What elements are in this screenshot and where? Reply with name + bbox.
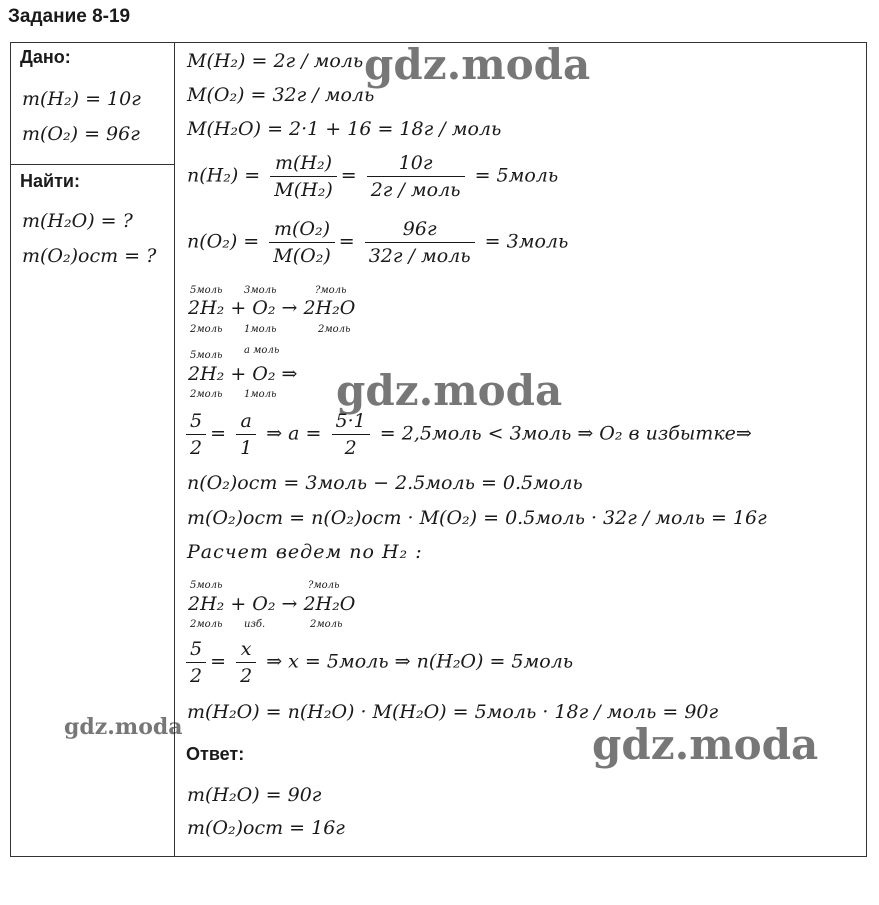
molar-mass-water: M(H₂O) = 2·1 + 16 = 18г / моль	[187, 118, 502, 140]
find-mass-water: m(H₂O) = ?	[22, 210, 133, 232]
moles-h2-values: $\frac{10г}{\text{2г / моль}}$	[367, 152, 465, 201]
water-mass: m(H₂O) = n(H₂O) · M(H₂O) = 5моль · 18г / моль = 90г	[187, 701, 719, 723]
r1-top-h2: 5моль	[190, 285, 223, 296]
reaction-1: 2H₂ + O₂ → 2H₂O	[188, 297, 356, 319]
moles-o2-result: = 3моль	[484, 230, 569, 253]
moles-h2-result: = 5моль	[474, 164, 559, 187]
excess-o2-mass: m(O₂)ост = n(O₂)ост · M(O₂) = 0.5моль · 32г / моль = 16г	[187, 507, 767, 529]
r1-bottom-o2: 1моль	[244, 324, 277, 335]
r3-bottom-water: 2моль	[310, 619, 343, 630]
given-mass-h2: m(H₂) = 10г	[22, 88, 141, 110]
r3-bottom-o2: изб.	[244, 619, 266, 630]
watermark-logo: gdz.moda	[592, 720, 819, 769]
moles-o2-values: $\frac{96г}{\text{32г / моль}}$	[365, 218, 475, 267]
find-heading: Найти:	[20, 171, 80, 191]
proportion-2: $\frac{5}{2}$ = $\frac{x}{2}$ ⇒ x = 5моль ⇒ n(H₂O) = 5моль	[182, 638, 573, 687]
r3-top-water: ?моль	[308, 580, 340, 591]
excess-o2-moles: n(O₂)ост = 3моль − 2.5моль = 0.5моль	[187, 472, 583, 494]
watermark-logo: gdz.moda	[336, 366, 563, 415]
answer-heading: Ответ:	[186, 744, 245, 764]
watermark-logo: gdz.moda	[364, 40, 591, 89]
r1-top-water: ?моль	[315, 285, 347, 296]
proportion-1-result: = 2,5моль < 3моль ⇒ O₂ в избытке⇒	[379, 422, 752, 445]
proportion-1: $\frac{5}{2}$ = $\frac{a}{1}$ ⇒ a = $\frac{5\cdot 1}{2}$ = 2,5моль < 3моль ⇒ O₂ в избытке⇒	[182, 410, 752, 459]
r3-top-h2: 5моль	[190, 580, 223, 591]
moles-o2-line: n(O₂) = $\frac{\text{m(O₂)}}{\text{M(O₂)}}$ = $\frac{96г}{\text{32г / моль}}$ = 3моль	[187, 218, 569, 267]
moles-o2-formula: $\frac{\text{m(O₂)}}{\text{M(O₂)}}$	[269, 218, 334, 267]
r1-bottom-h2: 2моль	[190, 324, 223, 335]
r1-bottom-water: 2моль	[318, 324, 351, 335]
reaction-2: 2H₂ + O₂ ⇒	[188, 363, 298, 385]
task-title: Задание 8-19	[8, 6, 131, 27]
r1-top-o2: 3моль	[244, 285, 277, 296]
given-mass-o2: m(O₂) = 96г	[22, 123, 140, 145]
find-mass-o2-excess: m(O₂)ост = ?	[22, 245, 157, 267]
r2-top-h2: 5моль	[190, 350, 223, 361]
given-heading: Дано:	[20, 47, 71, 67]
reaction-3: 2H₂ + O₂ → 2H₂O	[188, 593, 356, 615]
proportion-2-result: ⇒ x = 5моль ⇒ n(H₂O) = 5моль	[266, 650, 574, 673]
moles-h2-formula: $\frac{\text{m(H₂)}}{\text{M(H₂)}}$	[270, 152, 336, 201]
moles-o2-lhs: n(O₂) =	[187, 230, 260, 253]
r2-top-o2: a моль	[244, 345, 280, 356]
answer-o2-excess: m(O₂)ост = 16г	[187, 817, 345, 839]
moles-h2-line: n(H₂) = $\frac{\text{m(H₂)}}{\text{M(H₂)}}$ = $\frac{10г}{\text{2г / моль}}$ = 5моль	[187, 152, 559, 201]
r2-bottom-o2: 1моль	[244, 389, 277, 400]
molar-mass-o2: M(O₂) = 32г / моль	[187, 84, 375, 106]
r3-bottom-h2: 2моль	[190, 619, 223, 630]
moles-h2-lhs: n(H₂) =	[187, 164, 261, 187]
r2-bottom-h2: 2моль	[190, 389, 223, 400]
molar-mass-h2: M(H₂) = 2г / моль	[187, 50, 364, 72]
given-find-divider	[10, 164, 175, 165]
calculation-note: Расчет ведем по H₂ :	[187, 541, 423, 563]
watermark-logo: gdz.moda	[64, 714, 183, 740]
answer-water-mass: m(H₂O) = 90г	[187, 784, 322, 806]
